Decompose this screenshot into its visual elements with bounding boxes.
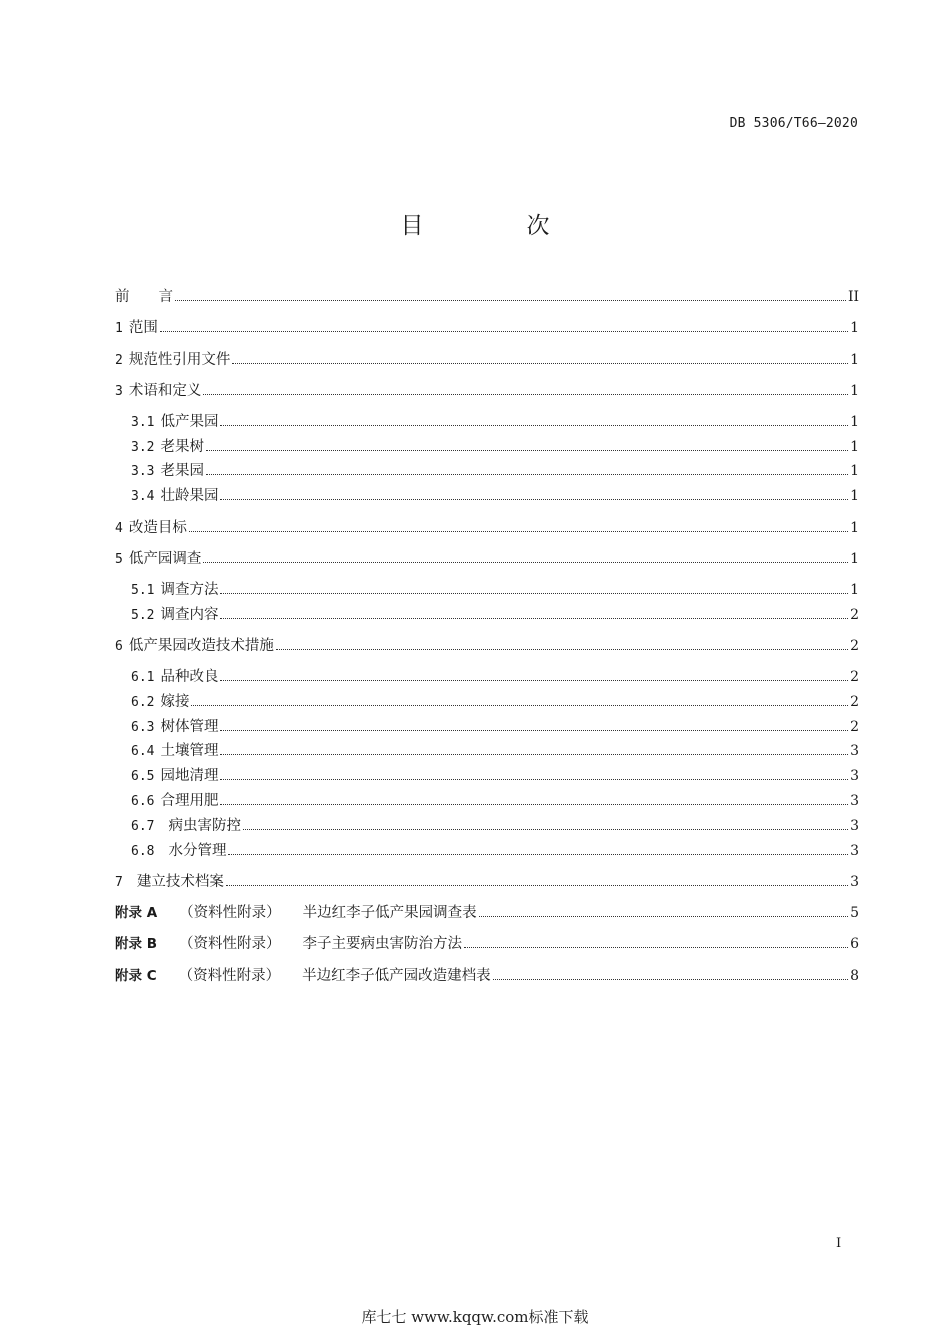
dot-leader — [220, 680, 848, 681]
toc-entry-label: 规范性引用文件 — [128, 352, 231, 368]
toc-entry-label: 园地清理 — [160, 768, 219, 784]
toc-entry-3-4[interactable] — [131, 486, 859, 506]
page-title — [0, 207, 950, 240]
appendix-id: 附录 C — [115, 968, 157, 984]
dot-leader — [220, 730, 848, 731]
toc-entry-page: 2 — [850, 607, 859, 623]
toc-entry-page: 6 — [850, 936, 859, 952]
toc-entry-5-1[interactable] — [131, 580, 859, 600]
toc-appendix-a[interactable] — [115, 903, 859, 923]
page-title-text: 目 次 — [400, 213, 590, 239]
dot-leader — [220, 425, 848, 426]
toc-entry-page: 3 — [850, 743, 859, 759]
toc-entry-number: 5 — [115, 552, 123, 567]
dot-leader — [206, 450, 848, 451]
toc-entry-page: 3 — [850, 843, 859, 859]
appendix-id: 附录 A — [115, 905, 158, 921]
dot-leader — [464, 947, 848, 948]
toc-entry-3-2[interactable] — [131, 437, 859, 457]
toc-entry-6-8[interactable] — [131, 841, 859, 861]
appendix-type: （资料性附录） — [179, 936, 281, 952]
toc-entry-label: 调查内容 — [160, 607, 219, 623]
dot-leader — [191, 705, 848, 706]
toc-entry-number: 6 — [115, 639, 123, 654]
toc-entry-page: 1 — [850, 320, 859, 336]
toc-entry-label: 树体管理 — [160, 719, 219, 735]
dot-leader — [232, 363, 848, 364]
toc-entry-label: 低产园调查 — [128, 551, 202, 567]
dot-leader — [220, 618, 848, 619]
toc-entry-number: 5.1 — [131, 583, 155, 598]
dot-leader — [160, 331, 848, 332]
toc-entry-page: 1 — [850, 383, 859, 399]
toc-entry-number: 7 — [115, 875, 123, 890]
appendix-id: 附录 B — [115, 936, 157, 952]
toc-entry-6-3[interactable] — [131, 717, 859, 737]
toc-entry-number: 6.3 — [131, 720, 155, 735]
toc-entry-page: 1 — [850, 439, 859, 455]
toc-entry-number: 3.1 — [131, 415, 155, 430]
toc-entry-page: 2 — [850, 638, 859, 654]
dot-leader — [243, 829, 848, 830]
toc-entry-6[interactable] — [115, 636, 859, 656]
toc-entry-page: 3 — [850, 768, 859, 784]
toc-entry-number: 6.7 — [131, 819, 155, 834]
toc-entry-number: 6.8 — [131, 844, 155, 859]
toc-entry-label: 低产果园改造技术措施 — [128, 638, 274, 654]
dot-leader — [175, 300, 846, 301]
dot-leader — [228, 854, 848, 855]
toc-entry-label: 建立技术档案 — [136, 874, 224, 890]
appendix-type: （资料性附录） — [178, 968, 281, 984]
toc-entry-number: 6.4 — [131, 744, 155, 759]
toc-entry-6-6[interactable] — [131, 791, 859, 811]
toc-entry-page: 1 — [850, 582, 859, 598]
dot-leader — [479, 916, 848, 917]
toc-entry-5-2[interactable] — [131, 605, 859, 625]
toc-entry-foreword[interactable] — [115, 287, 859, 307]
toc-entry-label: 李子主要病虫害防治方法 — [302, 936, 462, 952]
toc-entry-page: II — [847, 289, 859, 305]
toc-entry-page: 1 — [850, 488, 859, 504]
toc-entry-number: 3.3 — [131, 464, 155, 479]
toc-entry-number: 3.4 — [131, 489, 155, 504]
toc-entry-label: 嫁接 — [160, 694, 190, 710]
toc-entry-label: 病虫害防控 — [168, 818, 241, 834]
dot-leader — [220, 593, 848, 594]
toc-entry-3-3[interactable] — [131, 461, 859, 481]
toc-entry-label: 土壤管理 — [160, 743, 219, 759]
appendix-type: （资料性附录） — [179, 905, 281, 921]
dot-leader — [220, 779, 848, 780]
toc-entry-5[interactable] — [115, 549, 859, 569]
toc-entry-page: 3 — [850, 818, 859, 834]
toc-entry-3-1[interactable] — [131, 412, 859, 432]
dot-leader — [189, 531, 848, 532]
toc-entry-6-2[interactable] — [131, 692, 859, 712]
toc-entry-label: 水分管理 — [168, 843, 227, 859]
toc-entry-label: 老果园 — [160, 463, 204, 479]
toc-entry-page: 1 — [850, 551, 859, 567]
toc-entry-page: 1 — [850, 414, 859, 430]
toc-entry-label: 改造目标 — [128, 520, 187, 536]
toc-entry-6-7[interactable] — [131, 816, 859, 836]
toc-entry-4[interactable] — [115, 518, 859, 538]
toc-entry-label: 范围 — [128, 320, 158, 336]
dot-leader — [220, 804, 848, 805]
toc-appendix-c[interactable] — [115, 966, 859, 986]
toc-entry-number: 6.1 — [131, 670, 155, 685]
toc-entry-1[interactable] — [115, 318, 859, 338]
toc-entry-3[interactable] — [115, 381, 859, 401]
toc-entry-label: 老果树 — [160, 439, 204, 455]
toc-entry-page: 8 — [850, 968, 859, 984]
toc-entry-page: 5 — [850, 905, 859, 921]
footer-watermark: 库七七 www.kqqw.com标准下载 — [361, 1308, 589, 1326]
toc-entry-page: 1 — [850, 520, 859, 536]
toc-entry-number: 5.2 — [131, 608, 155, 623]
toc-entry-page: 3 — [850, 793, 859, 809]
page-number: I — [836, 1236, 842, 1251]
toc-entry-label: 品种改良 — [160, 669, 219, 685]
toc-entry-number: 2 — [115, 353, 123, 368]
toc-entry-2[interactable] — [115, 350, 859, 370]
toc-entry-page: 1 — [850, 463, 859, 479]
toc-entry-page: 2 — [850, 719, 859, 735]
toc-entry-number: 4 — [115, 521, 123, 536]
dot-leader — [276, 649, 848, 650]
toc-entry-label: 半边红李子低产果园调查表 — [302, 905, 477, 921]
toc-entry-label: 壮龄果园 — [160, 488, 219, 504]
toc-entry-label: 低产果园 — [160, 414, 219, 430]
toc-entry-label: 调查方法 — [160, 582, 219, 598]
dot-leader — [220, 499, 848, 500]
toc-entry-number: 6.2 — [131, 695, 155, 710]
dot-leader — [226, 885, 848, 886]
dot-leader — [203, 394, 848, 395]
toc-entry-label: 合理用肥 — [160, 793, 219, 809]
toc-entry-number: 6.5 — [131, 769, 155, 784]
toc-entry-number: 6.6 — [131, 794, 155, 809]
toc-entry-number: 1 — [115, 321, 123, 336]
dot-leader — [206, 474, 848, 475]
toc-entry-number: 3.2 — [131, 440, 155, 455]
toc-entry-6-1[interactable] — [131, 667, 859, 687]
toc-appendix-b[interactable] — [115, 934, 859, 954]
toc-entry-page: 3 — [850, 874, 859, 890]
toc-entry-7[interactable] — [115, 872, 859, 892]
toc-entry-6-5[interactable] — [131, 766, 859, 786]
toc-entry-page: 2 — [850, 694, 859, 710]
toc-entry-label: 半边红李子低产园改造建档表 — [302, 968, 491, 984]
toc-entry-label: 术语和定义 — [128, 383, 202, 399]
dot-leader — [493, 979, 848, 980]
toc-entry-page: 2 — [850, 669, 859, 685]
document-code: DB 5306/T66—2020 — [729, 116, 858, 131]
toc-entry-6-4[interactable] — [131, 741, 859, 761]
dot-leader — [220, 754, 848, 755]
toc-entry-number: 3 — [115, 384, 123, 399]
toc-entry-label: 前 言 — [115, 289, 173, 305]
dot-leader — [203, 562, 848, 563]
toc-entry-page: 1 — [850, 352, 859, 368]
